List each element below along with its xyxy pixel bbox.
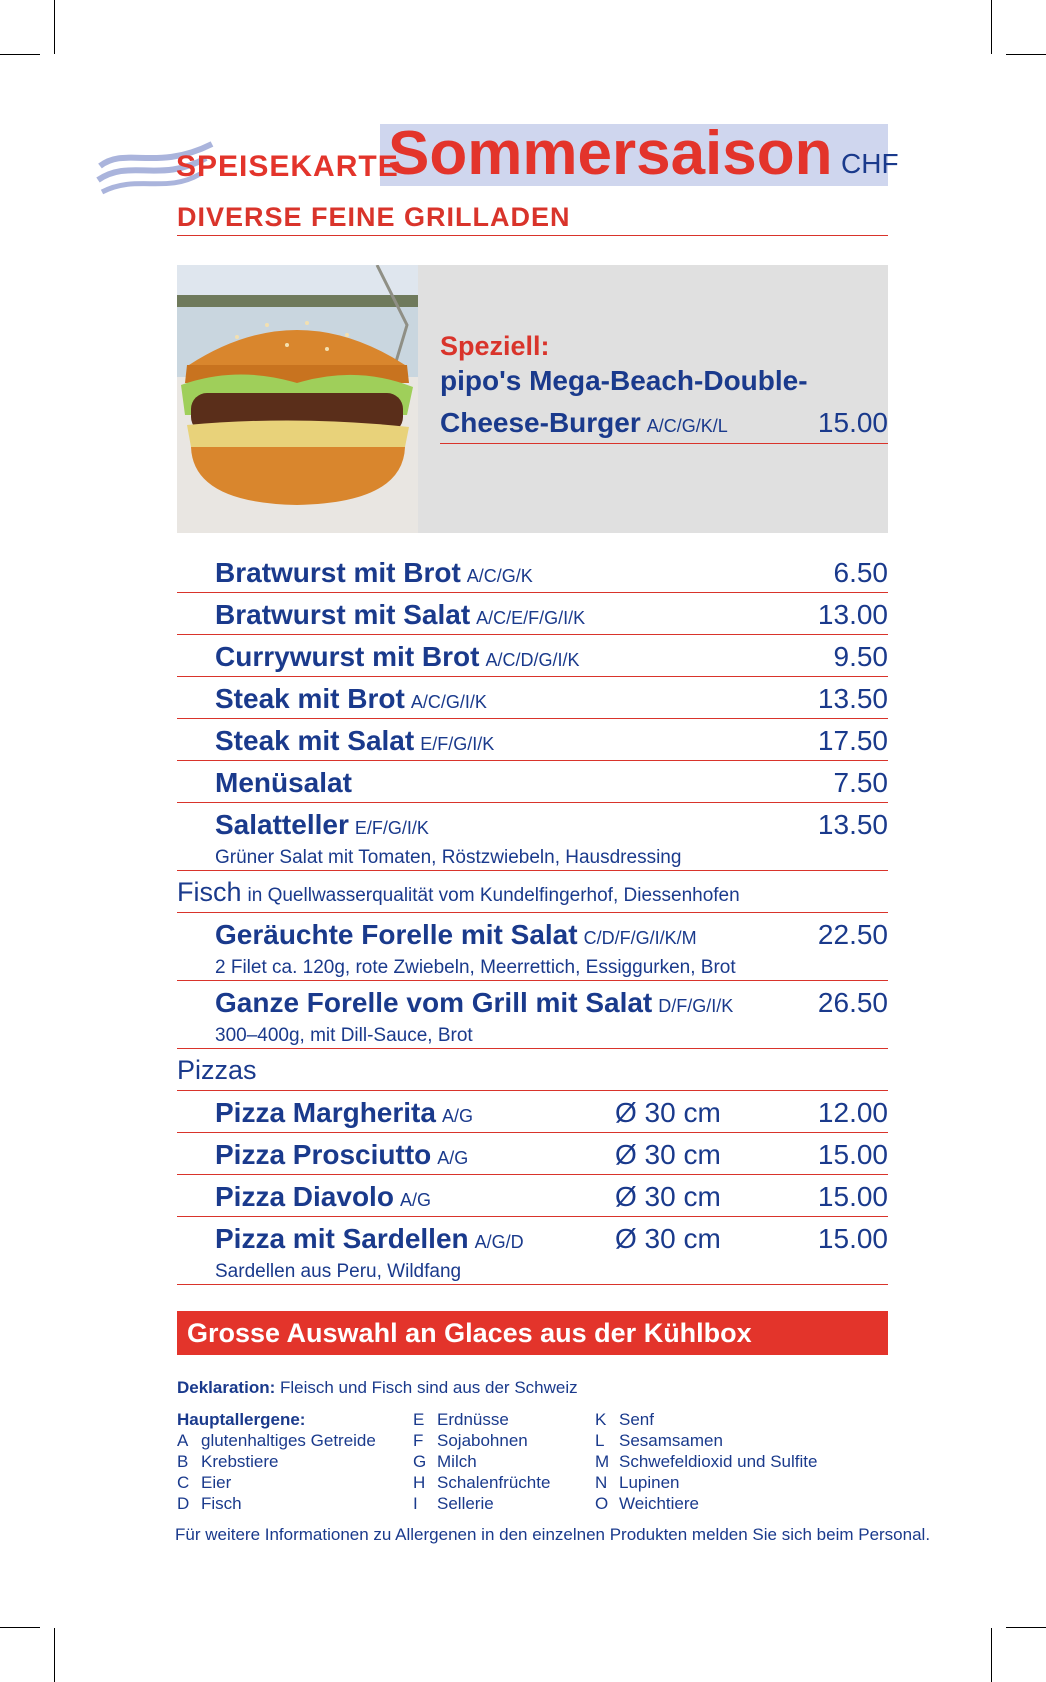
menu-item — [177, 681, 888, 719]
featured-name: pipo's Mega-Beach-Double- — [440, 365, 808, 396]
crop-mark — [1006, 1627, 1046, 1628]
menu-item — [177, 1137, 888, 1175]
item-price: 13.50 — [817, 683, 888, 714]
item-name: Bratwurst mit Brot — [215, 557, 461, 588]
allergen-legend — [177, 1409, 888, 1519]
glaces-banner-text: Grosse Auswahl an Glaces aus der Kühlbox — [187, 1318, 752, 1348]
item-price: 15.00 — [817, 1181, 888, 1212]
featured-name: Cheese-Burger A/C/G/K/L — [440, 407, 728, 438]
allergen-codes: E/F/G/I/K — [420, 734, 495, 754]
item-name: Currywurst mit Brot — [215, 641, 480, 672]
item-name: Ganze Forelle vom Grill mit Salat — [215, 987, 653, 1018]
crop-mark — [54, 1628, 55, 1682]
item-price: 13.00 — [817, 599, 888, 630]
divider — [177, 235, 888, 236]
item-name: Bratwurst mit Salat — [215, 599, 471, 630]
allergen-codes: E/F/G/I/K — [354, 818, 429, 838]
item-name: Pizza Diavolo — [215, 1181, 394, 1212]
item-size: Ø 30 cm — [615, 1097, 721, 1128]
category-subtitle: in Quellwasserqualität vom Kundelfingerhof, Diessenhofen — [247, 885, 740, 906]
allergen-codes: A/C/G/K/L — [646, 416, 728, 436]
item-price: 12.00 — [817, 1097, 888, 1128]
item-name: Pizza Prosciutto — [215, 1139, 432, 1170]
allergen-entry: E Erdnüsse — [413, 1410, 509, 1429]
item-name: Geräuchte Forelle mit Salat — [215, 919, 578, 950]
allergen-entry: I Sellerie — [413, 1494, 494, 1513]
menu-item — [177, 1221, 888, 1285]
menu-item — [177, 807, 888, 871]
crop-mark — [0, 54, 40, 55]
menu-item — [177, 639, 888, 677]
footer-note: Für weitere Informationen zu Allergenen in den einzelnen Produkten melden Sie sich beim Personal. — [175, 1525, 931, 1544]
allergen-codes: C/D/F/G/I/K/M — [583, 928, 697, 948]
section-title: DIVERSE FEINE GRILLADEN — [177, 202, 571, 232]
allergen-entry: N Lupinen — [595, 1473, 680, 1492]
declaration — [177, 1378, 578, 1398]
currency-label: CHF — [841, 148, 899, 179]
item-price: 15.00 — [817, 1223, 888, 1254]
allergen-legend-title: Hauptallergene: — [177, 1410, 306, 1429]
item-size: Ø 30 cm — [615, 1139, 721, 1170]
speisekarte-label: SPEISEKARTE — [176, 150, 399, 183]
season-title: Sommersaison — [388, 119, 833, 188]
item-price: 17.50 — [817, 725, 888, 756]
allergen-entry: K Senf — [595, 1410, 654, 1429]
allergen-entry: B Krebstiere — [177, 1452, 279, 1471]
allergen-codes: A/C/D/G/I/K — [485, 650, 580, 670]
item-name: Salatteller — [215, 809, 349, 840]
crop-mark — [54, 0, 55, 54]
declaration-text: Fleisch und Fisch sind aus der Schweiz — [279, 1378, 578, 1397]
menu-item — [177, 1179, 888, 1217]
menu-item — [177, 555, 888, 593]
allergen-codes: A/G — [441, 1106, 473, 1126]
allergen-codes: A/G/D — [474, 1232, 524, 1252]
allergen-codes: A/G — [437, 1148, 469, 1168]
burger-photo — [177, 265, 418, 533]
category-title: Fisch — [177, 877, 242, 907]
item-price: 9.50 — [833, 641, 888, 672]
item-size: Ø 30 cm — [615, 1181, 721, 1212]
featured-item — [177, 265, 888, 533]
category-title: Pizzas — [177, 1055, 257, 1085]
item-name: Steak mit Salat — [215, 725, 415, 756]
menu-item — [177, 723, 888, 761]
allergen-codes: A/C/G/I/K — [410, 692, 487, 712]
allergen-codes: A/G — [399, 1190, 431, 1210]
item-price: 26.50 — [817, 987, 888, 1018]
item-price: 13.50 — [817, 809, 888, 840]
allergen-entry: C Eier — [177, 1473, 232, 1492]
menu-item — [177, 1095, 888, 1133]
allergen-entry: F Sojabohnen — [413, 1431, 528, 1450]
menu-item — [177, 765, 888, 803]
featured-label: Speziell: — [440, 331, 550, 361]
menu-item — [177, 917, 888, 981]
allergen-entry: L Sesamsamen — [595, 1431, 723, 1450]
allergen-entry: M Schwefeldioxid und Sulfite — [595, 1452, 818, 1471]
menu-item — [177, 985, 888, 1049]
crop-mark — [991, 1628, 992, 1682]
item-name: Pizza mit Sardellen — [215, 1223, 469, 1254]
crop-mark — [991, 0, 992, 54]
allergen-codes: A/C/E/F/G/I/K — [476, 608, 586, 628]
glaces-banner — [177, 1311, 888, 1355]
item-name: Pizza Margherita — [215, 1097, 436, 1128]
item-price: 15.00 — [817, 1139, 888, 1170]
item-size: Ø 30 cm — [615, 1223, 721, 1254]
item-price: 7.50 — [833, 767, 888, 798]
crop-mark — [0, 1627, 40, 1628]
item-price: 22.50 — [817, 919, 888, 950]
allergen-codes: D/F/G/I/K — [658, 996, 734, 1016]
allergen-entry: O Weichtiere — [595, 1494, 699, 1513]
item-price: 6.50 — [833, 557, 888, 588]
menu-item — [177, 597, 888, 635]
item-description: Grüner Salat mit Tomaten, Röstzwiebeln, Hausdressing — [215, 847, 682, 868]
item-name: Steak mit Brot — [215, 683, 405, 714]
category-header — [177, 875, 888, 913]
menu-header — [96, 119, 899, 190]
item-name: Menüsalat — [215, 767, 352, 798]
declaration-label: Deklaration: — [177, 1378, 276, 1397]
allergen-entry: G Milch — [413, 1452, 477, 1471]
category-header — [177, 1053, 888, 1091]
featured-price: 15.00 — [817, 407, 888, 438]
item-description: Sardellen aus Peru, Wildfang — [215, 1261, 462, 1282]
crop-mark — [1006, 54, 1046, 55]
allergen-codes: A/C/G/K — [466, 566, 533, 586]
allergen-entry: H Schalenfrüchte — [413, 1473, 551, 1492]
item-description: 300–400g, mit Dill-Sauce, Brot — [215, 1025, 473, 1046]
item-description: 2 Filet ca. 120g, rote Zwiebeln, Meerrettich, Essiggurken, Brot — [215, 957, 736, 978]
allergen-entry: A glutenhaltiges Getreide — [177, 1431, 376, 1450]
allergen-entry: D Fisch — [177, 1494, 242, 1513]
divider — [440, 443, 888, 444]
